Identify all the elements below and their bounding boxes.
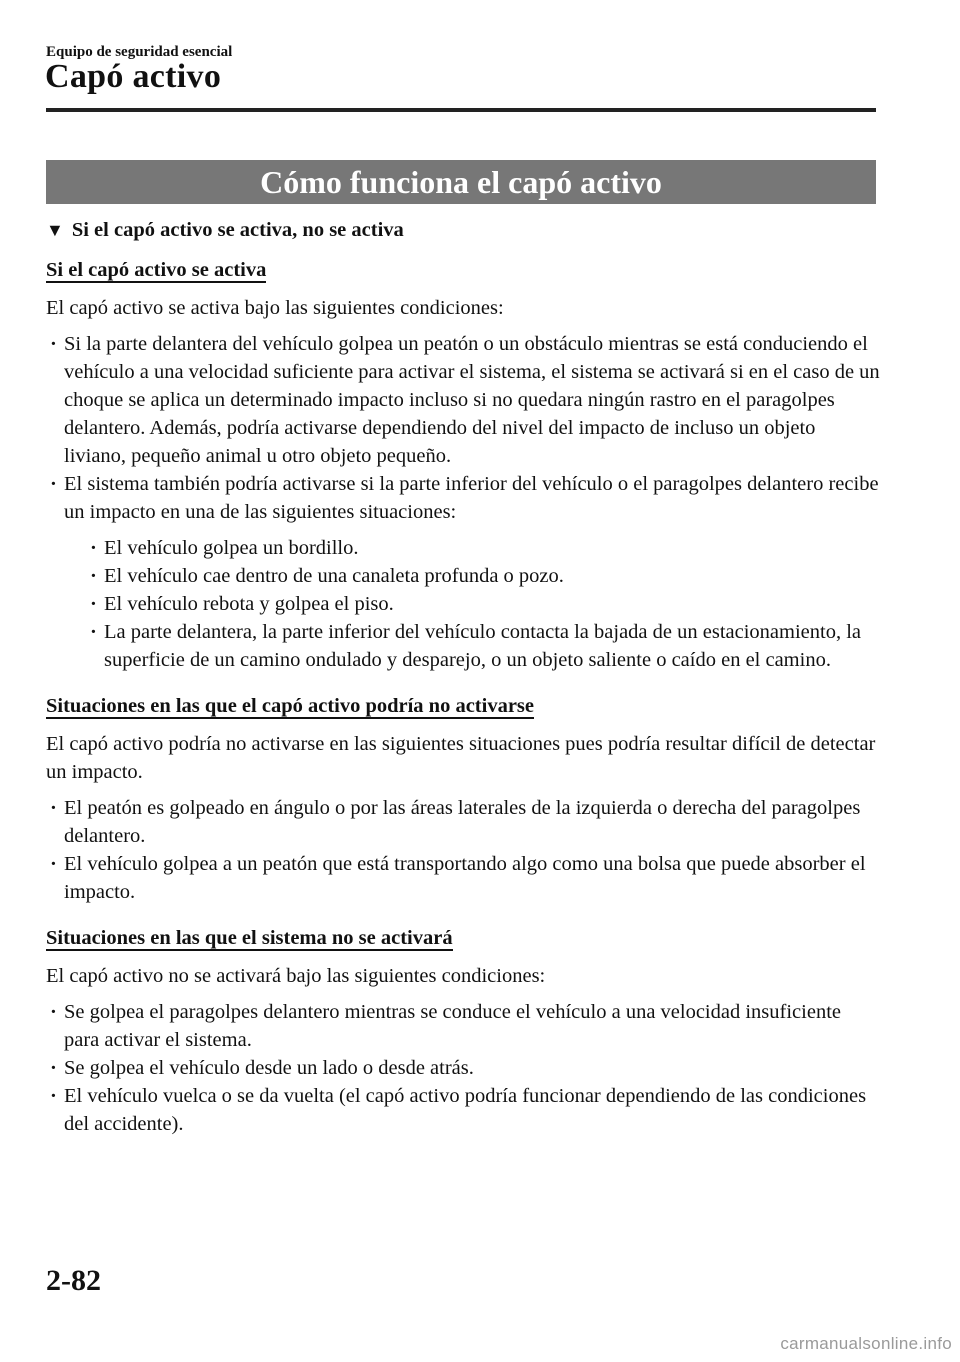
page-number: 2-82 [46, 1264, 101, 1297]
activates-intro: El capó activo se activa bajo las siguientes condiciones: [46, 297, 504, 319]
will-not-activate-intro: El capó activo no se activará bajo las siguientes condiciones: [46, 965, 546, 987]
triangle-down-icon: ▼ [46, 220, 64, 240]
activates-list [46, 330, 881, 674]
header-divider [46, 108, 876, 112]
list-item: · Se golpea el vehículo desde un lado o desde atrás. [46, 1054, 881, 1082]
list-item: · El peatón es golpeado en ángulo o por las áreas laterales de la izquierda o derecha del paragolpes delantero. [46, 794, 881, 850]
list-item: · El vehículo golpea a un peatón que está transportando algo como una bolsa que puede absorber el impacto. [46, 850, 881, 906]
may-not-activate-list [46, 794, 881, 906]
list-item: · El vehículo vuelca o se da vuelta (el capó activo podría funcionar dependiendo de las condiciones del accidente). [46, 1082, 881, 1138]
list-item: · El sistema también podría activarse si la parte inferior del vehículo o el paragolpes delantero recibe un impacto en una de las siguientes situaciones: · El vehículo golpea un bordillo. · El vehículo cae dentro de una canaleta profunda o pozo. · El vehículo rebota y golpea el piso. · La parte delantera, la parte inferior del vehículo contacta la bajada de un estacionamiento, la superficie de un camino ondulado y desparejo, o un objeto saliente o caído en el camino. [46, 470, 881, 674]
may-not-activate-heading: Situaciones en las que el capó activo podría no activarse [46, 695, 535, 717]
list-item: · El vehículo golpea un bordillo. [86, 534, 881, 562]
page-content [46, 216, 881, 1146]
section-banner: Cómo funciona el capó activo [46, 160, 876, 204]
may-not-activate-intro: El capó activo podría no activarse en las siguientes situaciones pues podría resultar difícil de detectar un impacto. [46, 733, 876, 783]
activates-heading: Si el capó activo se activa [46, 259, 267, 281]
list-item: · Si la parte delantera del vehículo golpea un peatón o un obstáculo mientras se está conduciendo el vehículo a una velocidad suficiente para activar el sistema, el sistema se activará si en el caso de un choque se aplica un determinado impacto incluso si no quedara ningún rastro en el paragolpes delantero. Además, podría activarse dependiendo del nivel del impacto de incluso un objeto liviano, pequeño animal u otro objeto pequeño. [46, 330, 881, 470]
will-not-activate-list [46, 998, 881, 1138]
list-item: · La parte delantera, la parte inferior del vehículo contacta la bajada de un estacionamiento, la superficie de un camino ondulado y desparejo, o un objeto saliente o caído en el camino. [86, 618, 881, 674]
activates-sub-list [86, 534, 881, 674]
subheading [46, 216, 881, 244]
will-not-activate-heading: Situaciones en las que el sistema no se activará [46, 927, 453, 949]
list-item: · El vehículo rebota y golpea el piso. [86, 590, 881, 618]
chapter-title: Capó activo [45, 58, 222, 95]
watermark: carmanualsonline.info [780, 1334, 952, 1353]
list-item: · Se golpea el paragolpes delantero mientras se conduce el vehículo a una velocidad insuficiente para activar el sistema. [46, 998, 881, 1054]
section-label: Equipo de seguridad esencial [46, 44, 233, 60]
list-item: · El vehículo cae dentro de una canaleta profunda o pozo. [86, 562, 881, 590]
subheading-text: Si el capó activo se activa, no se activa [71, 219, 404, 241]
